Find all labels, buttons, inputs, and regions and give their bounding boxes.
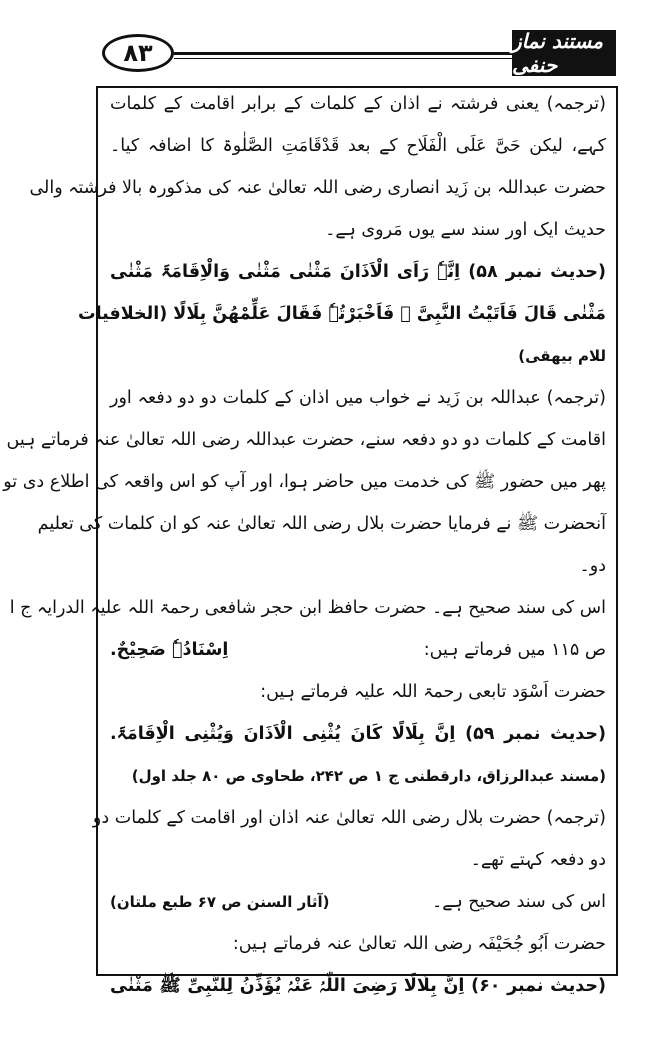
hadith-line: مَثْنٰی قَالَ فَاَتَیْتُ النَّبِیَّ ﷺ فَاَخْبَرْتُہٗ فَقَالَ عَلِّمْھُنَّ بِلَالًا (الخلافیات xyxy=(77,304,606,324)
text-line: حضرت اَبُو جُحَیْفَہ رضی اللہ تعالیٰ عنہ فرماتے ہیں: xyxy=(232,934,606,954)
text-line: کہے، لیکن حَیَّ عَلَى الْفَلَاح کے بعد قَدْقَامَتِ الصَّلٰوۃ کا اضافہ کیا۔ xyxy=(110,136,606,156)
text-line: دو دفعہ کہتے تھے۔ xyxy=(470,850,606,870)
hadith-line: (حدیث نمبر ۶۰) اِنَّ بِلَالًا رَضِیَ اللّٰہُ عَنْہُ یُؤَذِّنُ لِلنَّبِیِّ ﷺ مَثْنٰی xyxy=(110,976,606,996)
header-rule-thin xyxy=(174,58,512,59)
split-line-athar xyxy=(110,892,606,912)
text-line: اس کی سند صحیح ہے۔ حضرت حافظ ابن حجر شافعی رحمۃ اللہ علیہ الدرایہ ج ا xyxy=(9,598,606,618)
text-line: پھر میں حضور ﷺ کی خدمت میں حاضر ہوا، اور آپ کو اس واقعہ کی اطلاع دی تو xyxy=(3,472,606,492)
text-line: (ترجمہ) یعنی فرشتہ نے اذان کے کلمات کے برابر اقامت کے کلمات xyxy=(110,94,606,114)
reference-line: للام بیھقی) xyxy=(518,347,606,365)
split-line-right: اس کی سند صحیح ہے۔ xyxy=(431,892,606,912)
split-line-page-ref xyxy=(110,640,606,660)
text-line: دو۔ xyxy=(579,556,606,576)
page-body xyxy=(3,94,606,996)
split-line-right: ص ۱۱۵ میں فرماتے ہیں: xyxy=(423,640,606,660)
text-line: حضرت اَسْوَد تابعی رحمۃ اللہ علیہ فرماتے ہیں: xyxy=(260,682,606,702)
hadith-line: (حدیث نمبر ۵۹) اِنَّ بِلَالًا کَانَ یُثْنِی الْاَذَانَ وَیُثْنِی الْاِقَامَۃَ. xyxy=(110,724,606,744)
text-line: آنحضرت ﷺ نے فرمایا حضرت بلال رضی اللہ تعالیٰ عنہ کو ان کلمات کی تعلیم xyxy=(37,514,606,534)
hadith-line: (حدیث نمبر ۵۸) اِنَّہٗ رَاَی الْاَذَانَ مَثْنٰی مَثْنٰی وَالْاِقَامَۃَ مَثْنٰی xyxy=(110,262,606,282)
split-line-left: (آثار السنن ص ۶۷ طبع ملتان) xyxy=(110,893,330,911)
reference-line: (مسند عبدالرزاق، دارقطنی ج ۱ ص ۲۴۲، طحاوی ص ۸۰ جلد اول) xyxy=(131,767,606,785)
page-number: ۸۳ xyxy=(102,34,174,72)
split-line-left: اِسْنَادُہٗ صَحِیْحٌ. xyxy=(110,640,229,660)
text-line: (ترجمہ) حضرت بلال رضی اللہ تعالیٰ عنہ اذان اور اقامت کے کلمات دو xyxy=(92,808,606,828)
header-rule xyxy=(174,52,512,55)
book-title: مستند نماز حنفی xyxy=(512,30,616,76)
text-line: (ترجمہ) عبداللہ بن زَید نے خواب میں اذان کے کلمات دو دو دفعہ اور xyxy=(110,388,606,408)
text-line: حدیث ایک اور سند سے یوں مَروی ہے۔ xyxy=(325,220,606,240)
text-line: اقامت کے کلمات دو دو دفعہ سنے، حضرت عبداللہ رضی اللہ تعالیٰ عنہ فرماتے ہیں xyxy=(6,430,606,450)
text-line: حضرت عبداللہ بن زَید انصاری رضی اللہ تعالیٰ عنہ کی مذکورہ بالا فرشتہ والی xyxy=(29,178,606,198)
